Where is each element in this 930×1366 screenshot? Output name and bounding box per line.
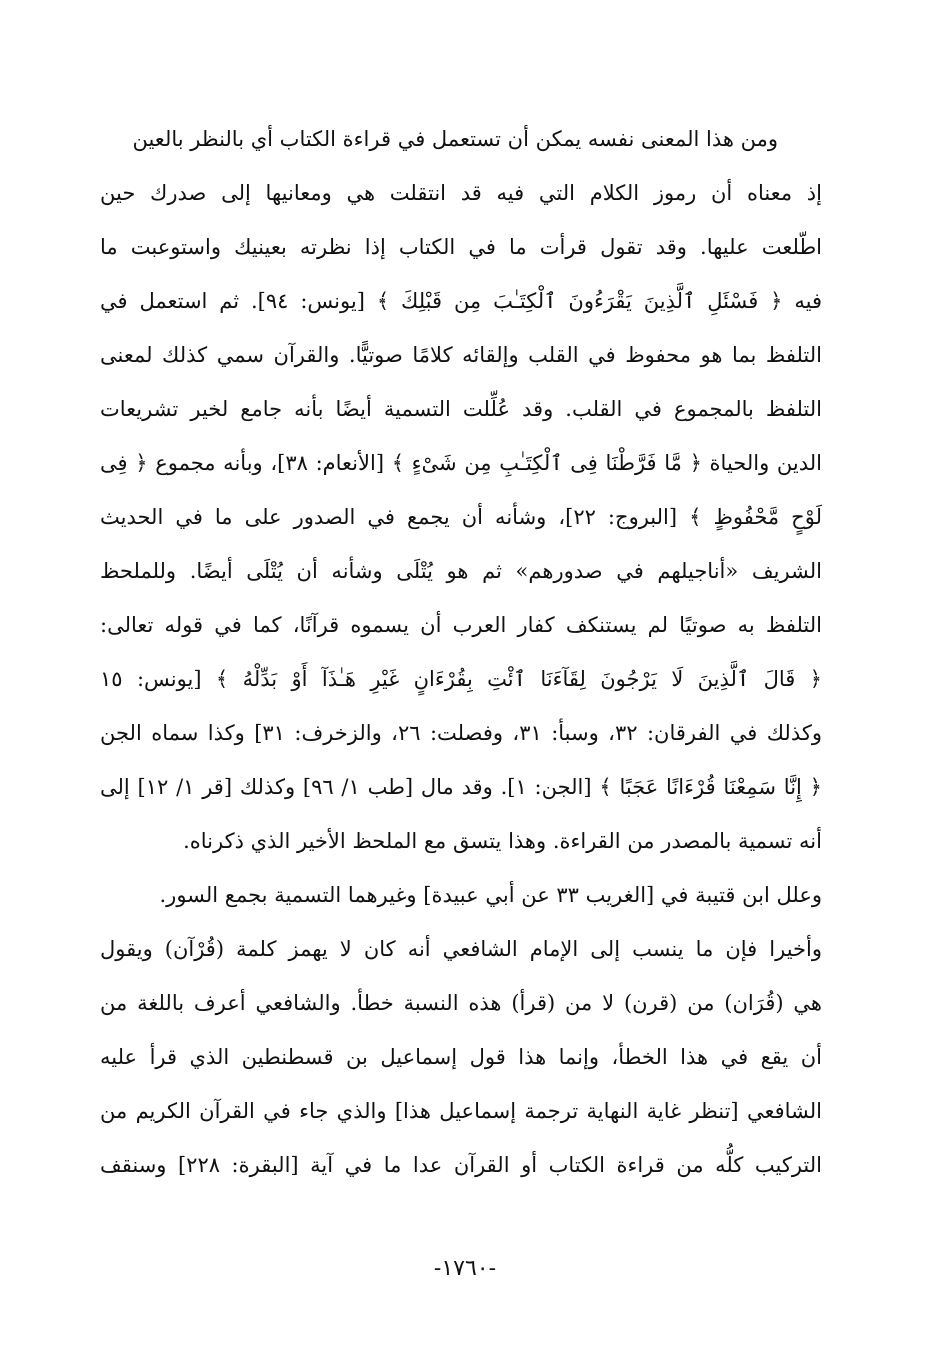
- text-line-9: الشريف «أناجيلهم في صدورهم» ثم هو يُتْلَى وشأنه أن يُتْلَى أيضًا. وللملحظ: [100, 559, 822, 583]
- text-line-18: أن يقع في هذا الخطأ، وإنما هذا قول إسماعيل بن قسطنطين الذي قرأ عليه: [100, 1045, 822, 1069]
- text-line-10: التلفظ به صوتيًا لم يستنكف كفار العرب أن يسموه قرآنًا، كما في قوله تعالى:: [100, 613, 822, 637]
- text-line-11: ﴿ قَالَ ٱلَّذِينَ لَا يَرْجُونَ لِقَآءَنَا ٱئْتِ بِقُرْءَانٍ غَيْرِ هَـٰذَآ أَوْ بَدِّلْهُ ﴾ [يونس: ١٥: [100, 667, 822, 691]
- text-line-17: هي (قُرَان) من (قرن) لا من (قرأ) هذه النسبة خطأ. والشافعي أعرف باللغة من: [100, 991, 822, 1015]
- text-line-6: التلفظ بالمجموع في القلب. وقد عُلِّلت التسمية أيضًا بأنه جامع لخير تشريعات: [100, 397, 822, 421]
- text-line-4: فيه ﴿ فَسْئَلِ ٱلَّذِينَ يَقْرَءُونَ ٱلْكِتَـٰبَ مِن قَبْلِكَ ﴾ [يونس: ٩٤]. ثم استعمل في: [100, 289, 822, 313]
- text-line-2: إذ معناه أن رموز الكلام التي فيه قد انتقلت هي ومعانيها إلى صدرك حين: [100, 181, 822, 205]
- text-line-7: الدين والحياة ﴿ مَّا فَرَّطْنَا فِى ٱلْكِتَـٰبِ مِن شَىْءٍ ﴾ [الأنعام: ٣٨]، وبأنه مجموع ﴿ فِى: [100, 451, 822, 475]
- page-number: -١٧٦٠-: [433, 1256, 497, 1281]
- text-line-16: وأخيرا فإن ما ينسب إلى الإمام الشافعي أنه كان لا يهمز كلمة (قُرْآن) ويقول: [100, 937, 822, 961]
- text-line-13: ﴿ إِنَّا سَمِعْنَا قُرْءَانًا عَجَبًا ﴾ [الجن: ١]. وقد مال [طب ١/ ٩٦] وكذلك [قر ١/ ١٢] إلى: [100, 775, 822, 799]
- text-line-20: التركيب كلُّه من قراءة الكتاب أو القرآن عدا ما في آية [البقرة: ٢٢٨] وسنقف: [100, 1153, 822, 1177]
- text-line-1: ومن هذا المعنى نفسه يمكن أن تستعمل في قراءة الكتاب أي بالنظر بالعين: [132, 127, 778, 151]
- text-line-14: أنه تسمية بالمصدر من القراءة. وهذا يتسق مع الملحظ الأخير الذي ذكرناه.: [183, 829, 822, 853]
- text-line-15: وعلل ابن قتيبة في [الغريب ٣٣ عن أبي عبيدة] وغيرهما التسمية بجمع السور.: [159, 883, 822, 907]
- text-line-12: وكذلك في الفرقان: ٣٢، وسبأ: ٣١، وفصلت: ٢٦، والزخرف: ٣١] وكذا سماه الجن: [100, 721, 822, 745]
- text-line-3: اطّلعت عليها. وقد تقول قرأت ما في الكتاب إذا نظرته بعينيك واستوعبت ما: [100, 235, 822, 259]
- text-line-19: الشافعي [تنظر غاية النهاية ترجمة إسماعيل هذا] والذي جاء في القرآن الكريم من: [100, 1099, 822, 1123]
- text-line-5: التلفظ بما هو محفوظ في القلب وإلقائه كلامًا صوتيًّا. والقرآن سمي كذلك لمعنى: [100, 343, 822, 367]
- body-text: [100, 112, 822, 1192]
- text-line-8: لَوْحٍ مَّحْفُوظٍ ﴾ [البروج: ٢٢]، وشأنه أن يجمع في الصدور على ما في الحديث: [100, 505, 822, 529]
